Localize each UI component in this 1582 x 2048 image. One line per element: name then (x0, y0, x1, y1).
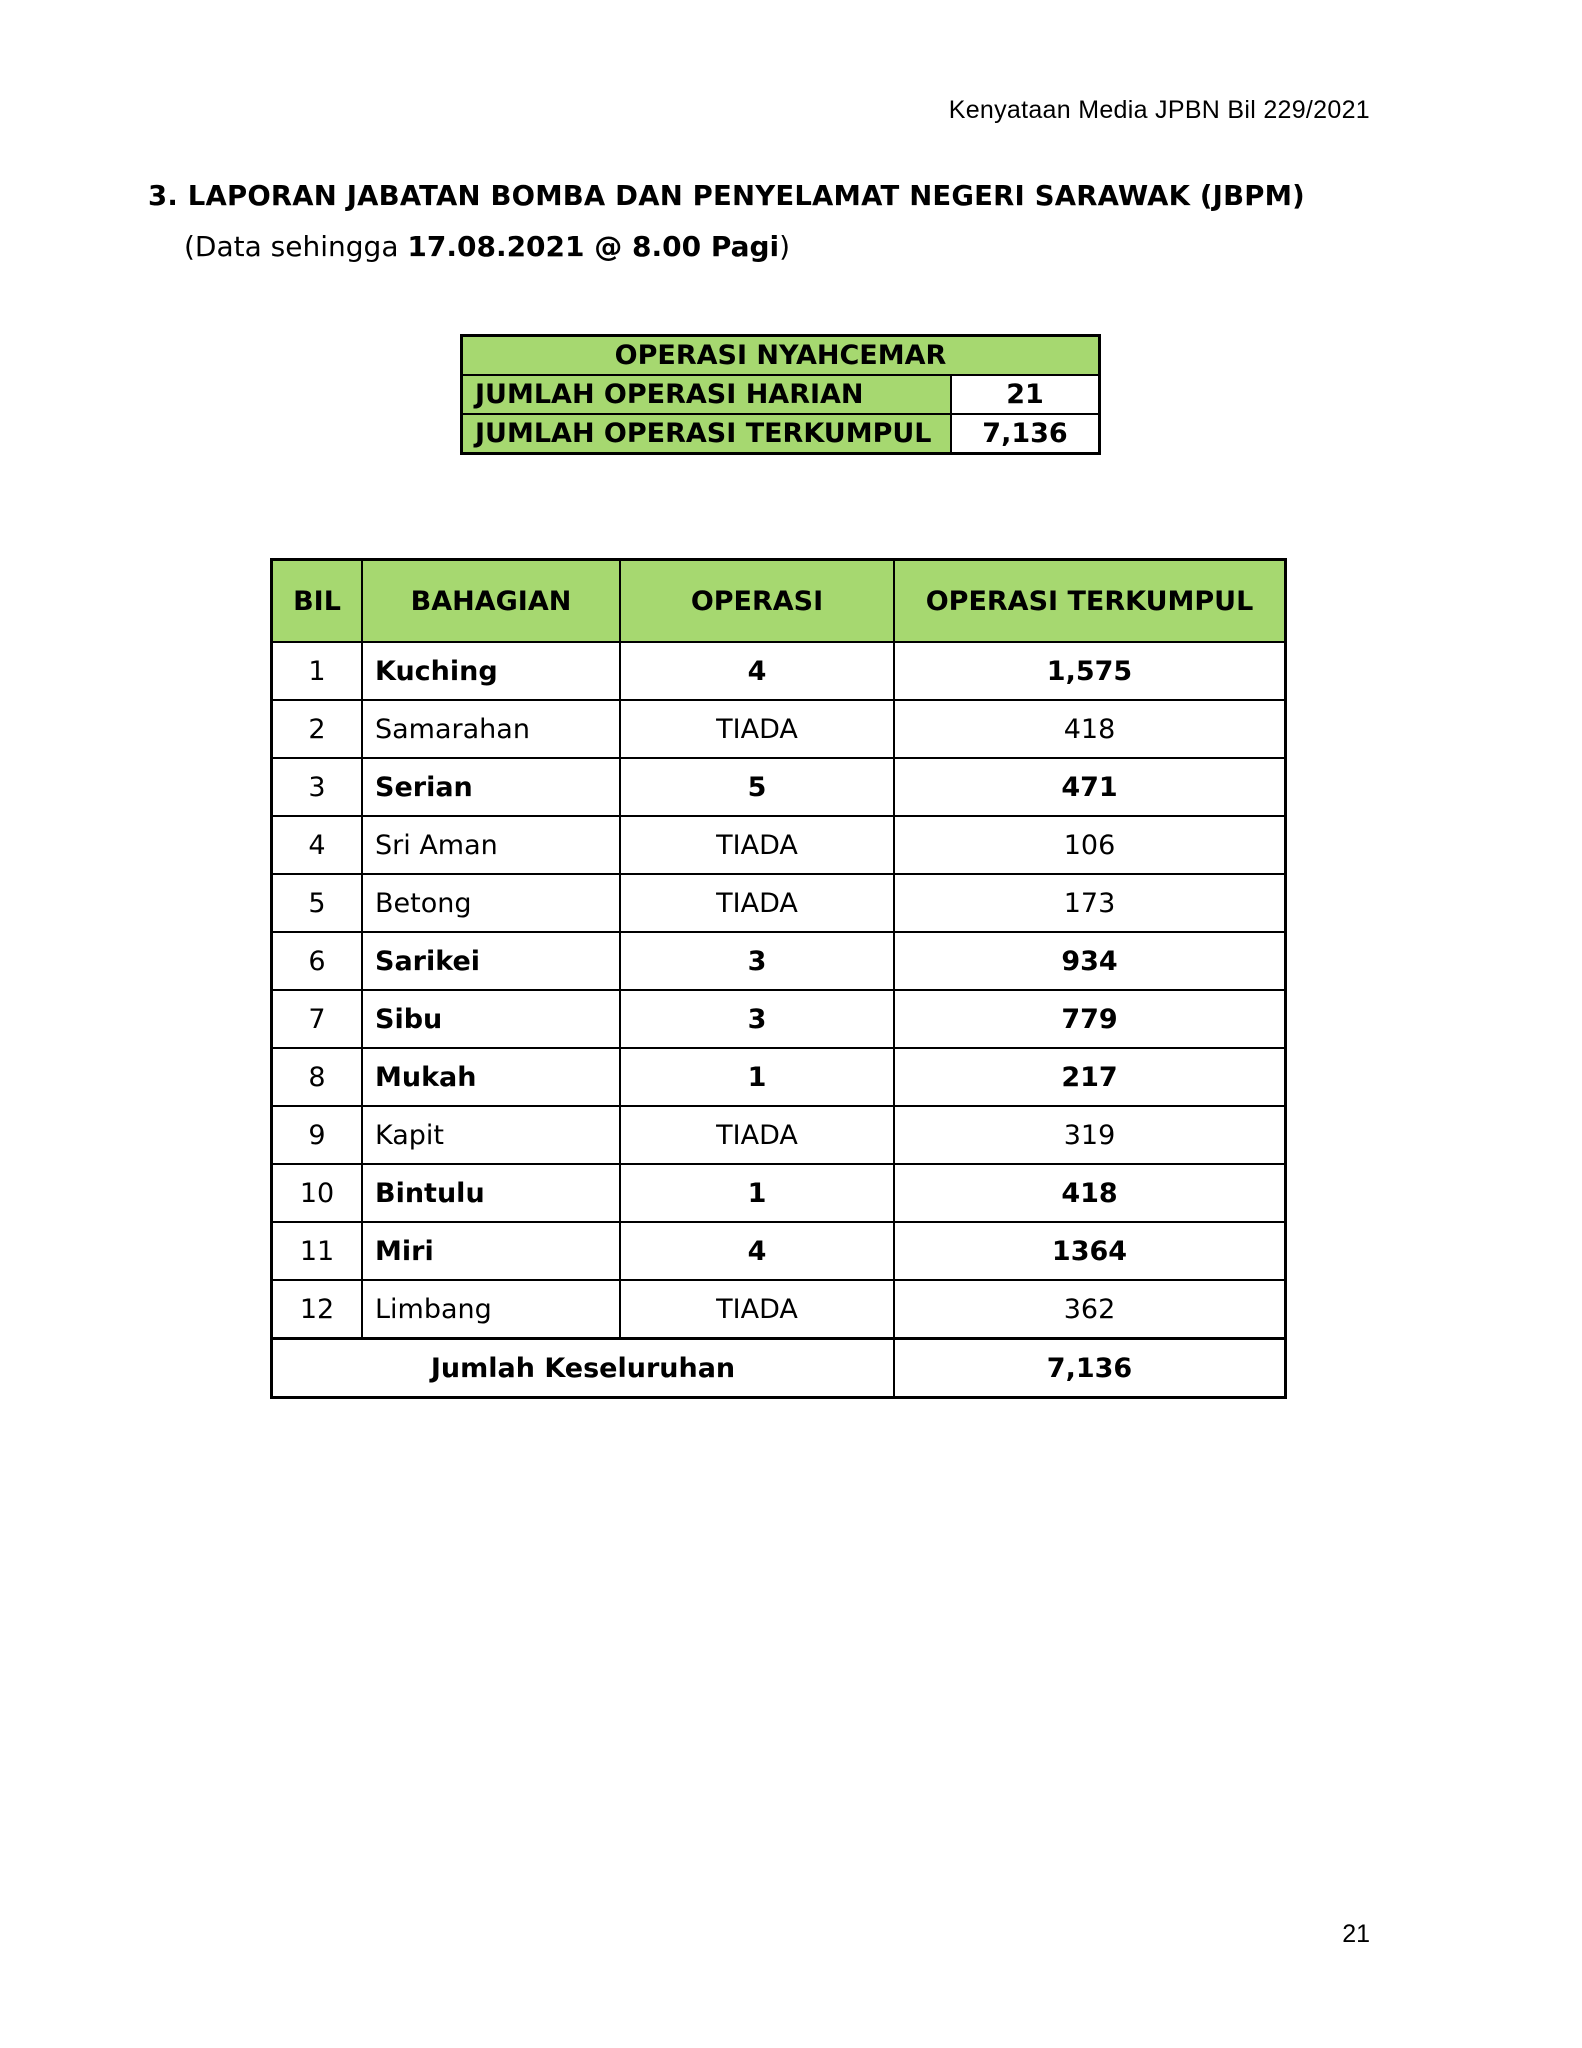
table-row (272, 700, 1286, 758)
table-row (272, 816, 1286, 874)
operasi-cell: TIADA (620, 700, 894, 758)
bil-cell: 6 (272, 932, 363, 990)
operasi-cell: 5 (620, 758, 894, 816)
page-number: 21 (1342, 1920, 1370, 1948)
summary-label: JUMLAH OPERASI HARIAN (462, 375, 952, 414)
total-label: Jumlah Keseluruhan (272, 1339, 895, 1398)
bil-cell: 12 (272, 1280, 363, 1339)
table-row (272, 1106, 1286, 1164)
table-row (272, 990, 1286, 1048)
total-value: 7,136 (894, 1339, 1286, 1398)
summary-row-cumulative (462, 414, 1100, 454)
column-header-terkumpul: OPERASI TERKUMPUL (894, 560, 1286, 643)
terkumpul-cell: 471 (894, 758, 1286, 816)
bil-cell: 1 (272, 642, 363, 700)
bil-cell: 7 (272, 990, 363, 1048)
table-row (272, 1280, 1286, 1339)
operasi-cell: 1 (620, 1048, 894, 1106)
table-row (272, 874, 1286, 932)
table-body (272, 642, 1286, 1339)
table-header-row (272, 560, 1286, 643)
operasi-cell: 1 (620, 1164, 894, 1222)
terkumpul-cell: 779 (894, 990, 1286, 1048)
terkumpul-cell: 934 (894, 932, 1286, 990)
bahagian-cell: Sibu (362, 990, 620, 1048)
table-row (272, 932, 1286, 990)
section-heading: 3. LAPORAN JABATAN BOMBA DAN PENYELAMAT NEGERI SARAWAK (JBPM) (148, 180, 1305, 212)
bil-cell: 5 (272, 874, 363, 932)
terkumpul-cell: 418 (894, 1164, 1286, 1222)
bahagian-cell: Kapit (362, 1106, 620, 1164)
summary-label: JUMLAH OPERASI TERKUMPUL (462, 414, 952, 454)
operasi-cell: TIADA (620, 1106, 894, 1164)
bil-cell: 3 (272, 758, 363, 816)
bahagian-cell: Limbang (362, 1280, 620, 1339)
operasi-cell: TIADA (620, 1280, 894, 1339)
bil-cell: 4 (272, 816, 363, 874)
bil-cell: 9 (272, 1106, 363, 1164)
operasi-cell: 3 (620, 932, 894, 990)
terkumpul-cell: 173 (894, 874, 1286, 932)
bahagian-cell: Betong (362, 874, 620, 932)
table-total-row (272, 1339, 1286, 1398)
terkumpul-cell: 217 (894, 1048, 1286, 1106)
bil-cell: 10 (272, 1164, 363, 1222)
operasi-cell: 4 (620, 642, 894, 700)
summary-table (460, 334, 1101, 455)
terkumpul-cell: 1,575 (894, 642, 1286, 700)
table-row (272, 758, 1286, 816)
table-row (272, 1048, 1286, 1106)
bahagian-cell: Kuching (362, 642, 620, 700)
operasi-cell: 3 (620, 990, 894, 1048)
operasi-cell: 4 (620, 1222, 894, 1280)
operasi-cell: TIADA (620, 874, 894, 932)
bil-cell: 8 (272, 1048, 363, 1106)
division-operations-table (270, 558, 1287, 1399)
data-date: 17.08.2021 @ 8.00 Pagi (407, 230, 780, 263)
bil-cell: 2 (272, 700, 363, 758)
terkumpul-cell: 418 (894, 700, 1286, 758)
bahagian-cell: Bintulu (362, 1164, 620, 1222)
document-reference: Kenyataan Media JPBN Bil 229/2021 (948, 96, 1370, 124)
bahagian-cell: Serian (362, 758, 620, 816)
table-row (272, 1164, 1286, 1222)
terkumpul-cell: 362 (894, 1280, 1286, 1339)
bahagian-cell: Sarikei (362, 932, 620, 990)
bahagian-cell: Samarahan (362, 700, 620, 758)
bahagian-cell: Mukah (362, 1048, 620, 1106)
data-suffix: ) (779, 230, 791, 263)
summary-value: 7,136 (951, 414, 1100, 454)
bahagian-cell: Sri Aman (362, 816, 620, 874)
summary-title: OPERASI NYAHCEMAR (462, 336, 1100, 376)
table-row (272, 642, 1286, 700)
summary-value: 21 (951, 375, 1100, 414)
bil-cell: 11 (272, 1222, 363, 1280)
column-header-bil: BIL (272, 560, 363, 643)
terkumpul-cell: 1364 (894, 1222, 1286, 1280)
data-prefix: (Data sehingga (184, 230, 408, 263)
column-header-operasi: OPERASI (620, 560, 894, 643)
column-header-bahagian: BAHAGIAN (362, 560, 620, 643)
table-row (272, 1222, 1286, 1280)
terkumpul-cell: 106 (894, 816, 1286, 874)
bahagian-cell: Miri (362, 1222, 620, 1280)
summary-row-daily (462, 375, 1100, 414)
data-as-of-line (184, 230, 790, 263)
summary-title-row (462, 336, 1100, 376)
operasi-cell: TIADA (620, 816, 894, 874)
terkumpul-cell: 319 (894, 1106, 1286, 1164)
